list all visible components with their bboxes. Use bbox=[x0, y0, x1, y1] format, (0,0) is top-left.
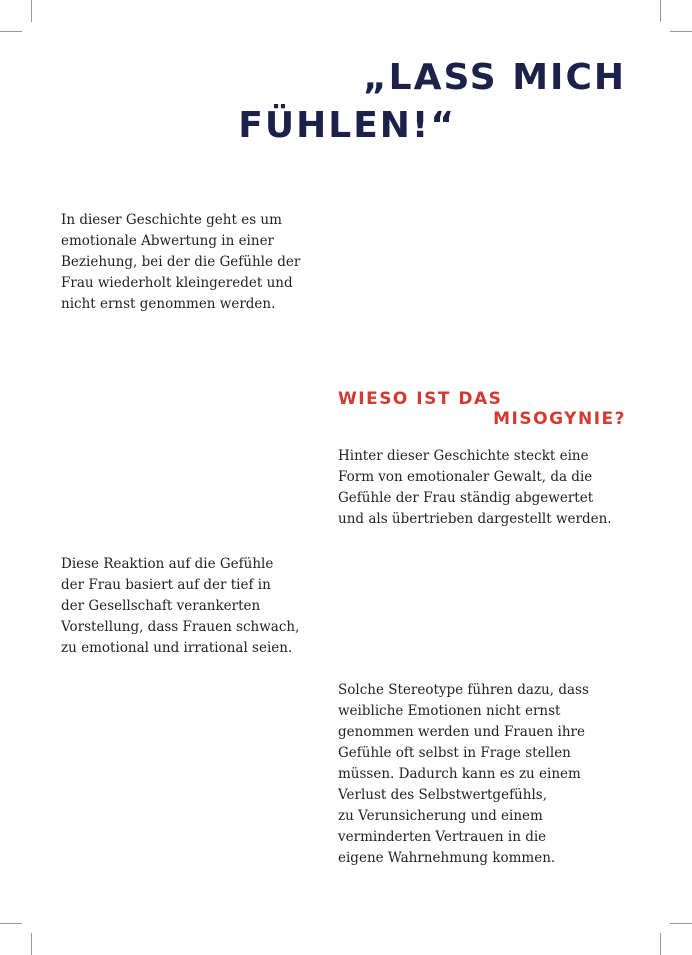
consequences-line: eigene Wahrnehmung kommen. bbox=[338, 850, 556, 866]
intro-line: Frau wiederholt kleingeredet und bbox=[61, 275, 293, 291]
reaction-paragraph bbox=[61, 554, 323, 659]
consequences-line: müssen. Dadurch kann es zu einem bbox=[338, 766, 581, 782]
consequences-line: Gefühle oft selbst in Frage stellen bbox=[338, 745, 571, 761]
explanation-line: Hinter dieser Geschichte steckt eine bbox=[338, 448, 589, 464]
consequences-line: verminderten Vertrauen in die bbox=[338, 829, 547, 845]
reaction-line: Vorstellung, dass Frauen schwach, bbox=[61, 619, 300, 635]
crop-mark-bottom-right-h bbox=[670, 923, 692, 924]
page-title-line-2: FÜHLEN!“ bbox=[238, 105, 456, 146]
crop-mark-bottom-left bbox=[31, 933, 32, 955]
question-heading-line-1: WIESO IST DAS bbox=[338, 389, 503, 409]
question-heading-line-2: MISOGYNIE? bbox=[493, 409, 626, 429]
crop-mark-top-left bbox=[31, 0, 32, 22]
reaction-line: zu emotional und irrational seien. bbox=[61, 640, 293, 656]
consequences-line: genommen werden und Frauen ihre bbox=[338, 724, 585, 740]
crop-mark-top-right bbox=[660, 0, 661, 22]
question-heading bbox=[338, 389, 626, 429]
consequences-line: zu Verunsicherung und einem bbox=[338, 808, 543, 824]
explanation-line: Form von emotionaler Gewalt, da die bbox=[338, 469, 593, 485]
consequences-paragraph bbox=[338, 680, 638, 869]
page-title-line-1: „LASS MICH bbox=[363, 57, 626, 98]
intro-paragraph bbox=[61, 210, 323, 315]
explanation-line: Gefühle der Frau ständig abgewertet bbox=[338, 490, 594, 506]
explanation-line: und als übertrieben dargestellt werden. bbox=[338, 511, 612, 527]
reaction-line: der Frau basiert auf der tief in bbox=[61, 577, 271, 593]
consequences-line: weibliche Emotionen nicht ernst bbox=[338, 703, 561, 719]
consequences-line: Solche Stereotype führen dazu, dass bbox=[338, 682, 589, 698]
reaction-line: Diese Reaktion auf die Gefühle bbox=[61, 556, 274, 572]
intro-line: Beziehung, bei der die Gefühle der bbox=[61, 254, 301, 270]
explanation-paragraph bbox=[338, 446, 638, 530]
crop-mark-top-left-h bbox=[0, 31, 22, 32]
crop-mark-bottom-left-h bbox=[0, 923, 22, 924]
page-title bbox=[0, 54, 626, 150]
crop-mark-top-right-h bbox=[670, 31, 692, 32]
intro-line: nicht ernst genommen werden. bbox=[61, 296, 276, 312]
intro-line: In dieser Geschichte geht es um bbox=[61, 212, 282, 228]
consequences-line: Verlust des Selbstwertgefühls, bbox=[338, 787, 547, 803]
crop-mark-bottom-right bbox=[660, 933, 661, 955]
intro-line: emotionale Abwertung in einer bbox=[61, 233, 275, 249]
reaction-line: der Gesellschaft verankerten bbox=[61, 598, 261, 614]
